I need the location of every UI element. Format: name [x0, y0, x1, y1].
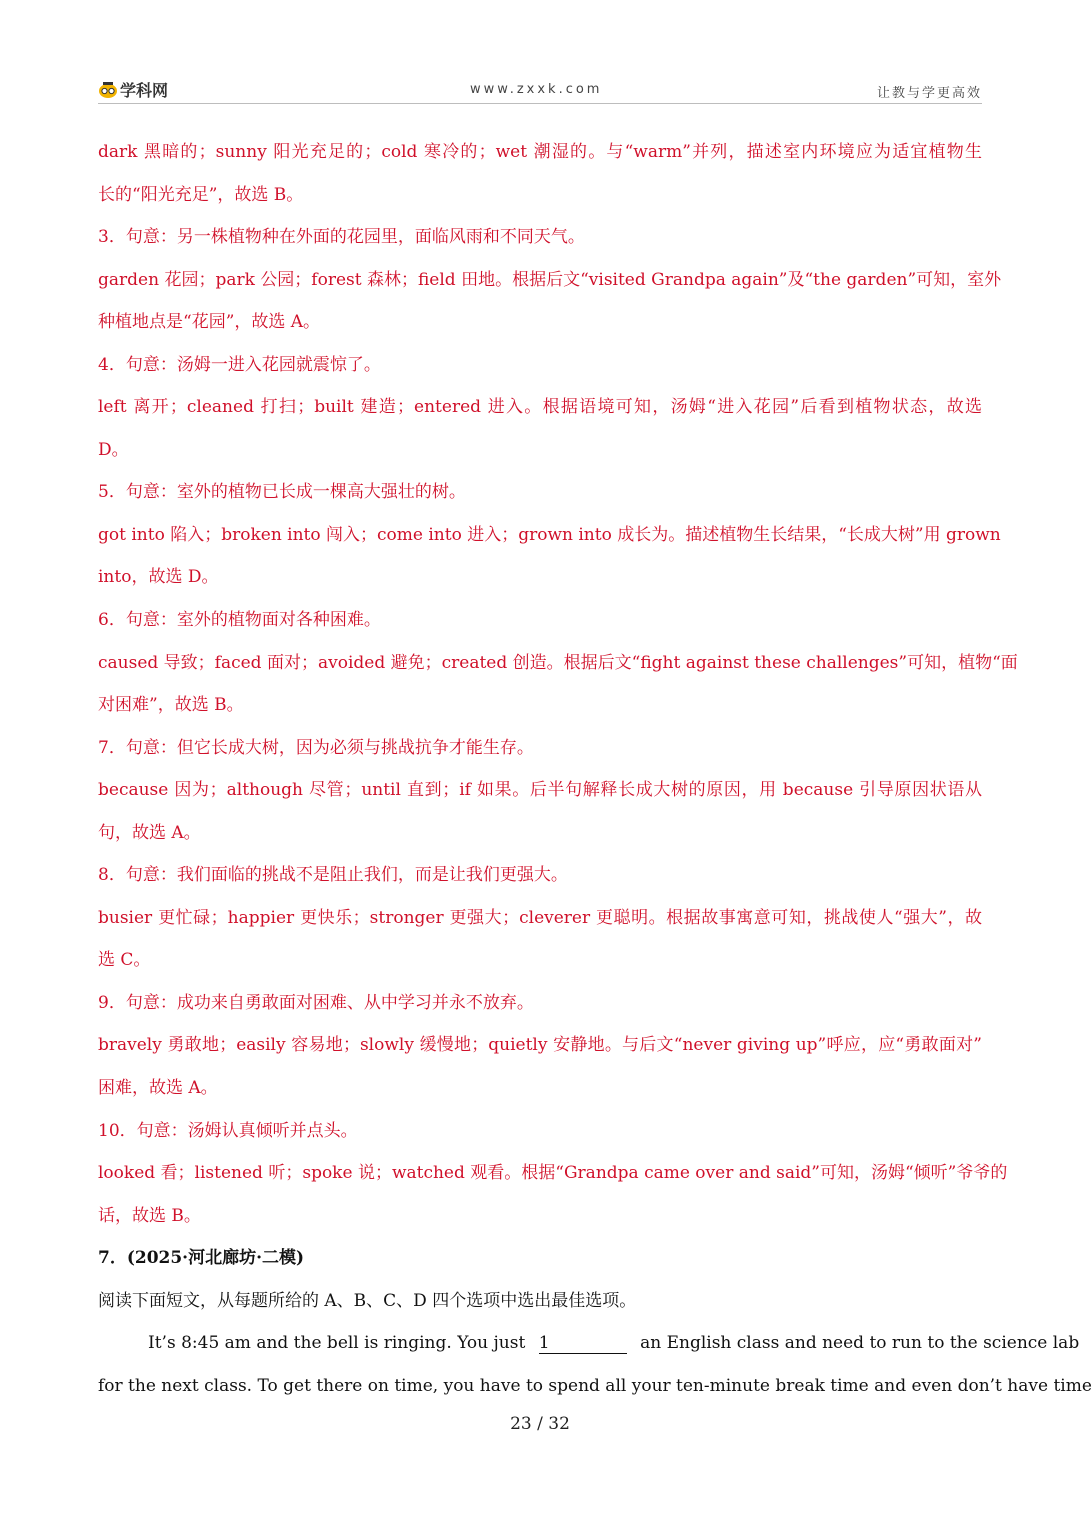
answer-line: 3．句意：另一株植物种在外面的花园里，面临风雨和不同天气。: [98, 227, 585, 248]
answer-line: dark 黑暗的；sunny 阳光充足的；cold 寒冷的；wet 潮湿的。与“warm”并列，描述室内环境应为适宜植物生: [98, 142, 982, 162]
answer-line: 9．句意：成功来自勇敢面对困难、从中学习并永不放弃。: [98, 992, 534, 1013]
passage-line: for the next class. To get there on time, you have to spend all your ten-minute break time and even don’t have time: [98, 1375, 1092, 1396]
answer-line: into，故选 D。: [98, 567, 219, 588]
passage-text: It’s 8:45 am and the bell is ringing. You just: [148, 1333, 526, 1354]
answer-line: 6．句意：室外的植物面对各种困难。: [98, 610, 381, 631]
answer-line: 对困难”，故选 B。: [98, 695, 244, 716]
answer-line: 种植地点是“花园”，故选 A。: [98, 312, 321, 333]
passage-text: an English class and need to run to the science lab: [640, 1333, 1080, 1354]
answer-line: garden 花园；park 公园；forest 森林；field 田地。根据后文“visited Grandpa again”及“the garden”可知，室外: [98, 269, 1002, 290]
answer-line: 话，故选 B。: [98, 1205, 201, 1226]
answer-line: 长的“阳光充足”，故选 B。: [98, 184, 304, 205]
answer-line: 7．句意：但它长成大树，因为必须与挑战抗争才能生存。: [98, 737, 534, 758]
answer-line: D。: [98, 439, 129, 460]
answer-line: 10．句意：汤姆认真倾听并点头。: [98, 1120, 358, 1141]
answer-line: 5．句意：室外的植物已长成一棵高大强壮的树。: [98, 482, 466, 503]
answer-line: 选 C。: [98, 950, 151, 971]
page-content: [98, 131, 1092, 1407]
logo-icon: [98, 80, 118, 100]
blank-1: 1: [539, 1333, 627, 1354]
passage-line: [98, 1322, 1080, 1365]
header-divider: [98, 103, 982, 104]
slogan: 让教与学更高效: [876, 86, 982, 101]
answer-line: got into 陷入；broken into 闯入；come into 进入；grown into 成长为。描述植物生长结果，“长成大树”用 grown: [98, 524, 1001, 545]
logo: [98, 78, 168, 101]
page-number: 23 / 32: [510, 1414, 570, 1434]
logo-text: 学科网: [120, 81, 169, 100]
answer-line: 8．句意：我们面临的挑战不是阻止我们，而是让我们更强大。: [98, 865, 568, 886]
page-header: [98, 74, 982, 104]
answer-line: looked 看；listened 听；spoke 说；watched 观看。根据“Grandpa came over and said”可知，汤姆“倾听”爷爷的: [98, 1163, 1008, 1184]
answer-line: left 离开；cleaned 打扫；built 建造；entered 进入。根据语境可知，汤姆“进入花园”后看到植物状态，故选: [98, 397, 982, 418]
question-instruction: 阅读下面短文，从每题所给的 A、B、C、D 四个选项中选出最佳选项。: [98, 1290, 637, 1311]
answer-line: because 因为；although 尽管；until 直到；if 如果。后半句解释长成大树的原因，用 because 引导原因状语从: [98, 780, 982, 801]
answer-line: bravely 勇敢地；easily 容易地；slowly 缓慢地；quietly 安静地。与后文“never giving up”呼应，应“勇敢面对”: [98, 1035, 982, 1056]
answer-line: 困难，故选 A。: [98, 1078, 218, 1099]
answer-line: 句，故选 A。: [98, 822, 201, 843]
site-url: www.zxxk.com: [470, 82, 603, 97]
answer-line: caused 导致；faced 面对；avoided 避免；created 创造。根据后文“fight against these challenges”可知，植物“面: [98, 652, 1018, 673]
answer-line: busier 更忙碌；happier 更快乐；stronger 更强大；cleverer 更聪明。根据故事寓意可知，挑战使人“强大”，故: [98, 907, 982, 928]
question-title: 7．(2025·河北廊坊·二模): [98, 1248, 305, 1269]
answer-line: 4．句意：汤姆一进入花园就震惊了。: [98, 354, 381, 375]
